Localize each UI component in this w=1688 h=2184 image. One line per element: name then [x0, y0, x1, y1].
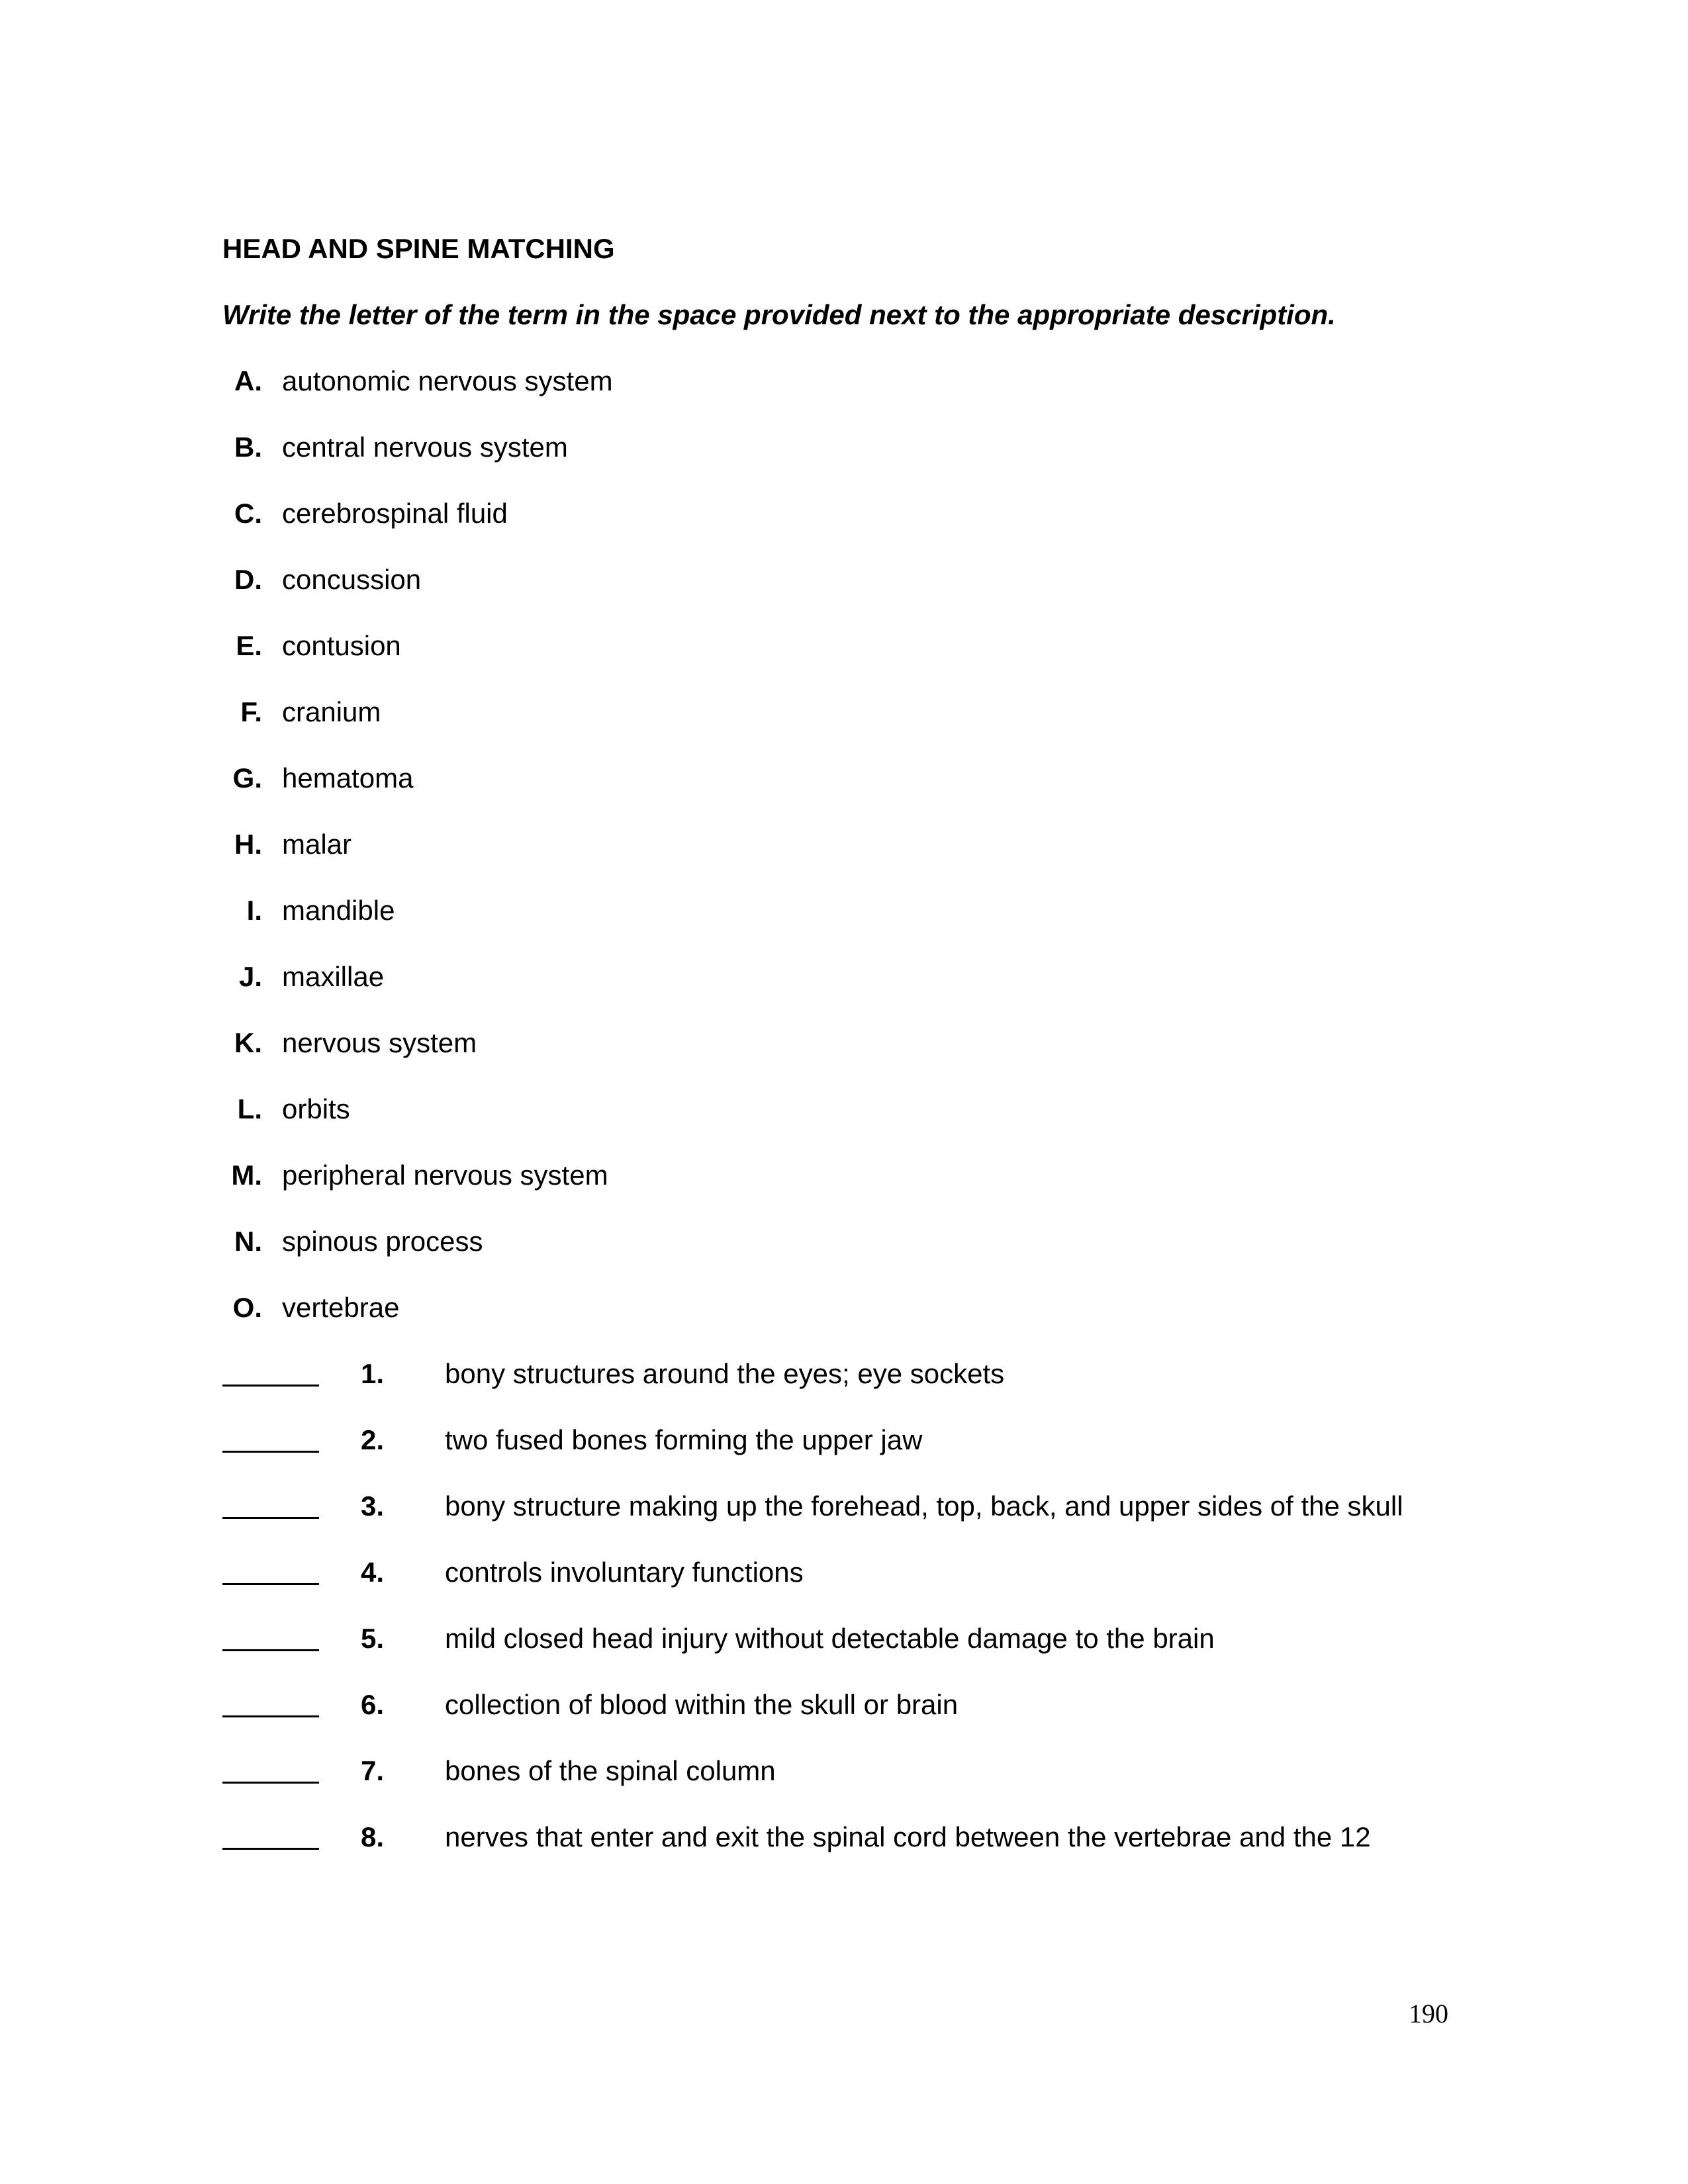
term-letter: L. [237, 1093, 262, 1124]
description-number: 8. [361, 1821, 385, 1852]
answer-blank[interactable] [222, 1715, 319, 1717]
term-text: hematoma [282, 762, 414, 794]
term-letter: N. [234, 1226, 262, 1257]
answer-blank[interactable] [222, 1649, 319, 1651]
term-letter: C. [234, 498, 262, 529]
answer-blank[interactable] [222, 1385, 319, 1387]
term-text: malar [282, 829, 352, 860]
term-text: cranium [282, 696, 381, 727]
term-letter: O. [232, 1292, 262, 1323]
description-text: controls involuntary functions [445, 1557, 804, 1588]
description-number: 7. [361, 1755, 385, 1786]
term-letter: D. [234, 564, 262, 595]
description-number: 2. [361, 1424, 385, 1455]
term-text: spinous process [282, 1226, 483, 1257]
answer-blank[interactable] [222, 1517, 319, 1519]
term-letter: H. [234, 829, 262, 860]
answer-blank[interactable] [222, 1782, 319, 1784]
term-letter: G. [232, 762, 262, 794]
term-text: maxillae [282, 961, 385, 992]
page-title: HEAD AND SPINE MATCHING [222, 233, 615, 264]
description-text: two fused bones forming the upper jaw [445, 1424, 923, 1455]
term-text: mandible [282, 895, 395, 926]
term-letter: A. [234, 365, 262, 396]
term-text: nervous system [282, 1027, 477, 1058]
description-number: 5. [361, 1623, 385, 1654]
term-text: vertebrae [282, 1292, 400, 1323]
answer-blank[interactable] [222, 1583, 319, 1585]
description-text: nerves that enter and exit the spinal cord between the vertebrae and the 12 [445, 1821, 1371, 1852]
term-text: autonomic nervous system [282, 365, 613, 396]
term-letter: I. [246, 895, 262, 926]
description-text: bony structure making up the forehead, top, back, and upper sides of the skull [445, 1490, 1403, 1522]
description-text: bones of the spinal column [445, 1755, 776, 1786]
term-text: peripheral nervous system [282, 1160, 608, 1191]
description-number: 6. [361, 1689, 385, 1720]
description-number: 1. [361, 1358, 385, 1389]
term-text: central nervous system [282, 432, 568, 463]
term-letter: J. [238, 961, 262, 992]
term-letter: K. [234, 1027, 262, 1058]
term-letter: F. [240, 696, 262, 727]
term-text: contusion [282, 630, 401, 661]
description-number: 4. [361, 1557, 385, 1588]
term-letter: B. [234, 432, 262, 463]
page-number: 190 [1409, 1999, 1448, 2028]
description-number: 3. [361, 1490, 385, 1522]
term-letter: M. [231, 1160, 262, 1191]
term-text: concussion [282, 564, 422, 595]
answer-blank[interactable] [222, 1451, 319, 1453]
description-text: mild closed head injury without detectable damage to the brain [445, 1623, 1215, 1654]
description-text: bony structures around the eyes; eye sockets [445, 1358, 1005, 1389]
instructions: Write the letter of the term in the space provided next to the appropriate description. [222, 299, 1336, 330]
term-text: orbits [282, 1093, 350, 1124]
term-text: cerebrospinal fluid [282, 498, 508, 529]
answer-blank[interactable] [222, 1848, 319, 1850]
description-text: collection of blood within the skull or brain [445, 1689, 959, 1720]
term-letter: E. [236, 630, 262, 661]
